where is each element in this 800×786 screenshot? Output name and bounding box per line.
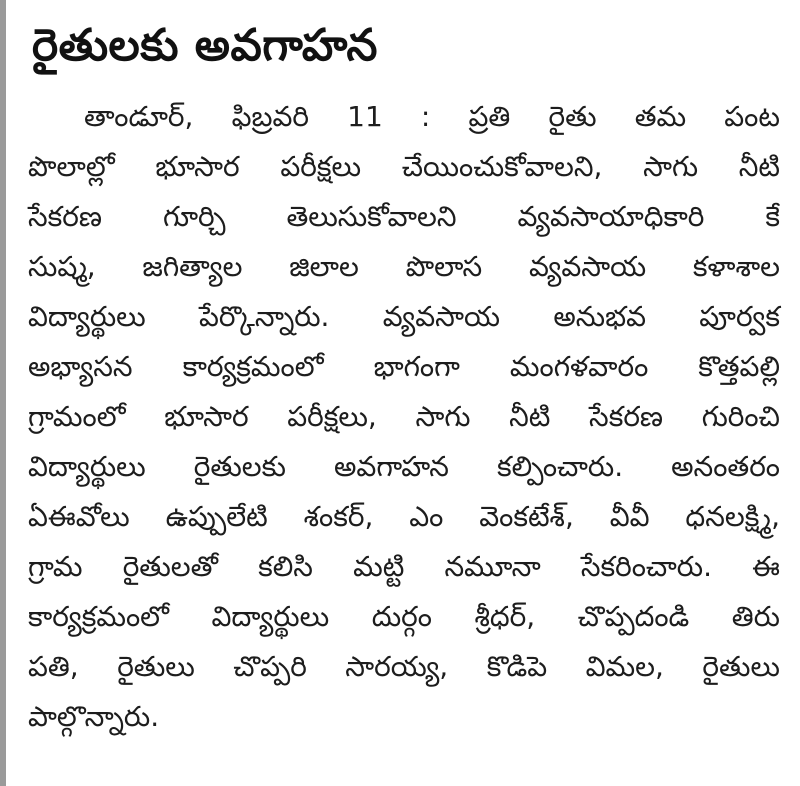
article-line: విద్యార్థులు పేర్కొన్నారు. వ్యవసాయ అనుభవ పూర్వక — [28, 300, 780, 333]
article-line: గ్రామ రైతులతో కలిసి మట్టి నమూనా సేకరించారు. ఈ — [28, 550, 780, 583]
article-line: పాల్గొన్నారు. — [28, 700, 160, 733]
article-line: సుష్మ, జగిత్యాల జిలాల పొలాస వ్యవసాయ కళాశాల — [28, 250, 780, 283]
article-headline: రైతులకు అవగాహన — [32, 20, 378, 71]
article-line: అభ్యాసన కార్యక్రమంలో భాగంగా మంగళవారం కొత్తపల్లి — [28, 350, 780, 383]
article-line: విద్యార్థులు రైతులకు అవగాహన కల్పించారు. అనంతరం — [28, 450, 780, 483]
article-line: పతి, రైతులు చొప్పరి సారయ్య, కొడిపె విమల, రైతులు — [28, 650, 780, 683]
column-divider — [0, 0, 6, 786]
article-line: తాండూర్, ఫిబ్రవరి 11 : ప్రతి రైతు తమ పంట — [84, 100, 780, 133]
article-line: ఏఈవోలు ఉప్పులేటి శంకర్, ఎం వెంకటేశ్, వీవీ ధనలక్ష్మి, — [28, 500, 780, 533]
article-body — [28, 92, 780, 742]
news-article — [28, 10, 780, 742]
article-line: గ్రామంలో భూసార పరీక్షలు, సాగు నీటి సేకరణ గురించి — [28, 400, 780, 433]
article-line: పొలాల్లో భూసార పరీక్షలు చేయించుకోవాలని, సాగు నీటి — [28, 150, 780, 183]
article-line: సేకరణ గూర్చి తెలుసుకోవాలని వ్యవసాయాధికారి కే — [28, 200, 780, 233]
article-line: కార్యక్రమంలో విద్యార్థులు దుర్గం శ్రీధర్, చొప్పదండి తిరు — [28, 600, 780, 633]
